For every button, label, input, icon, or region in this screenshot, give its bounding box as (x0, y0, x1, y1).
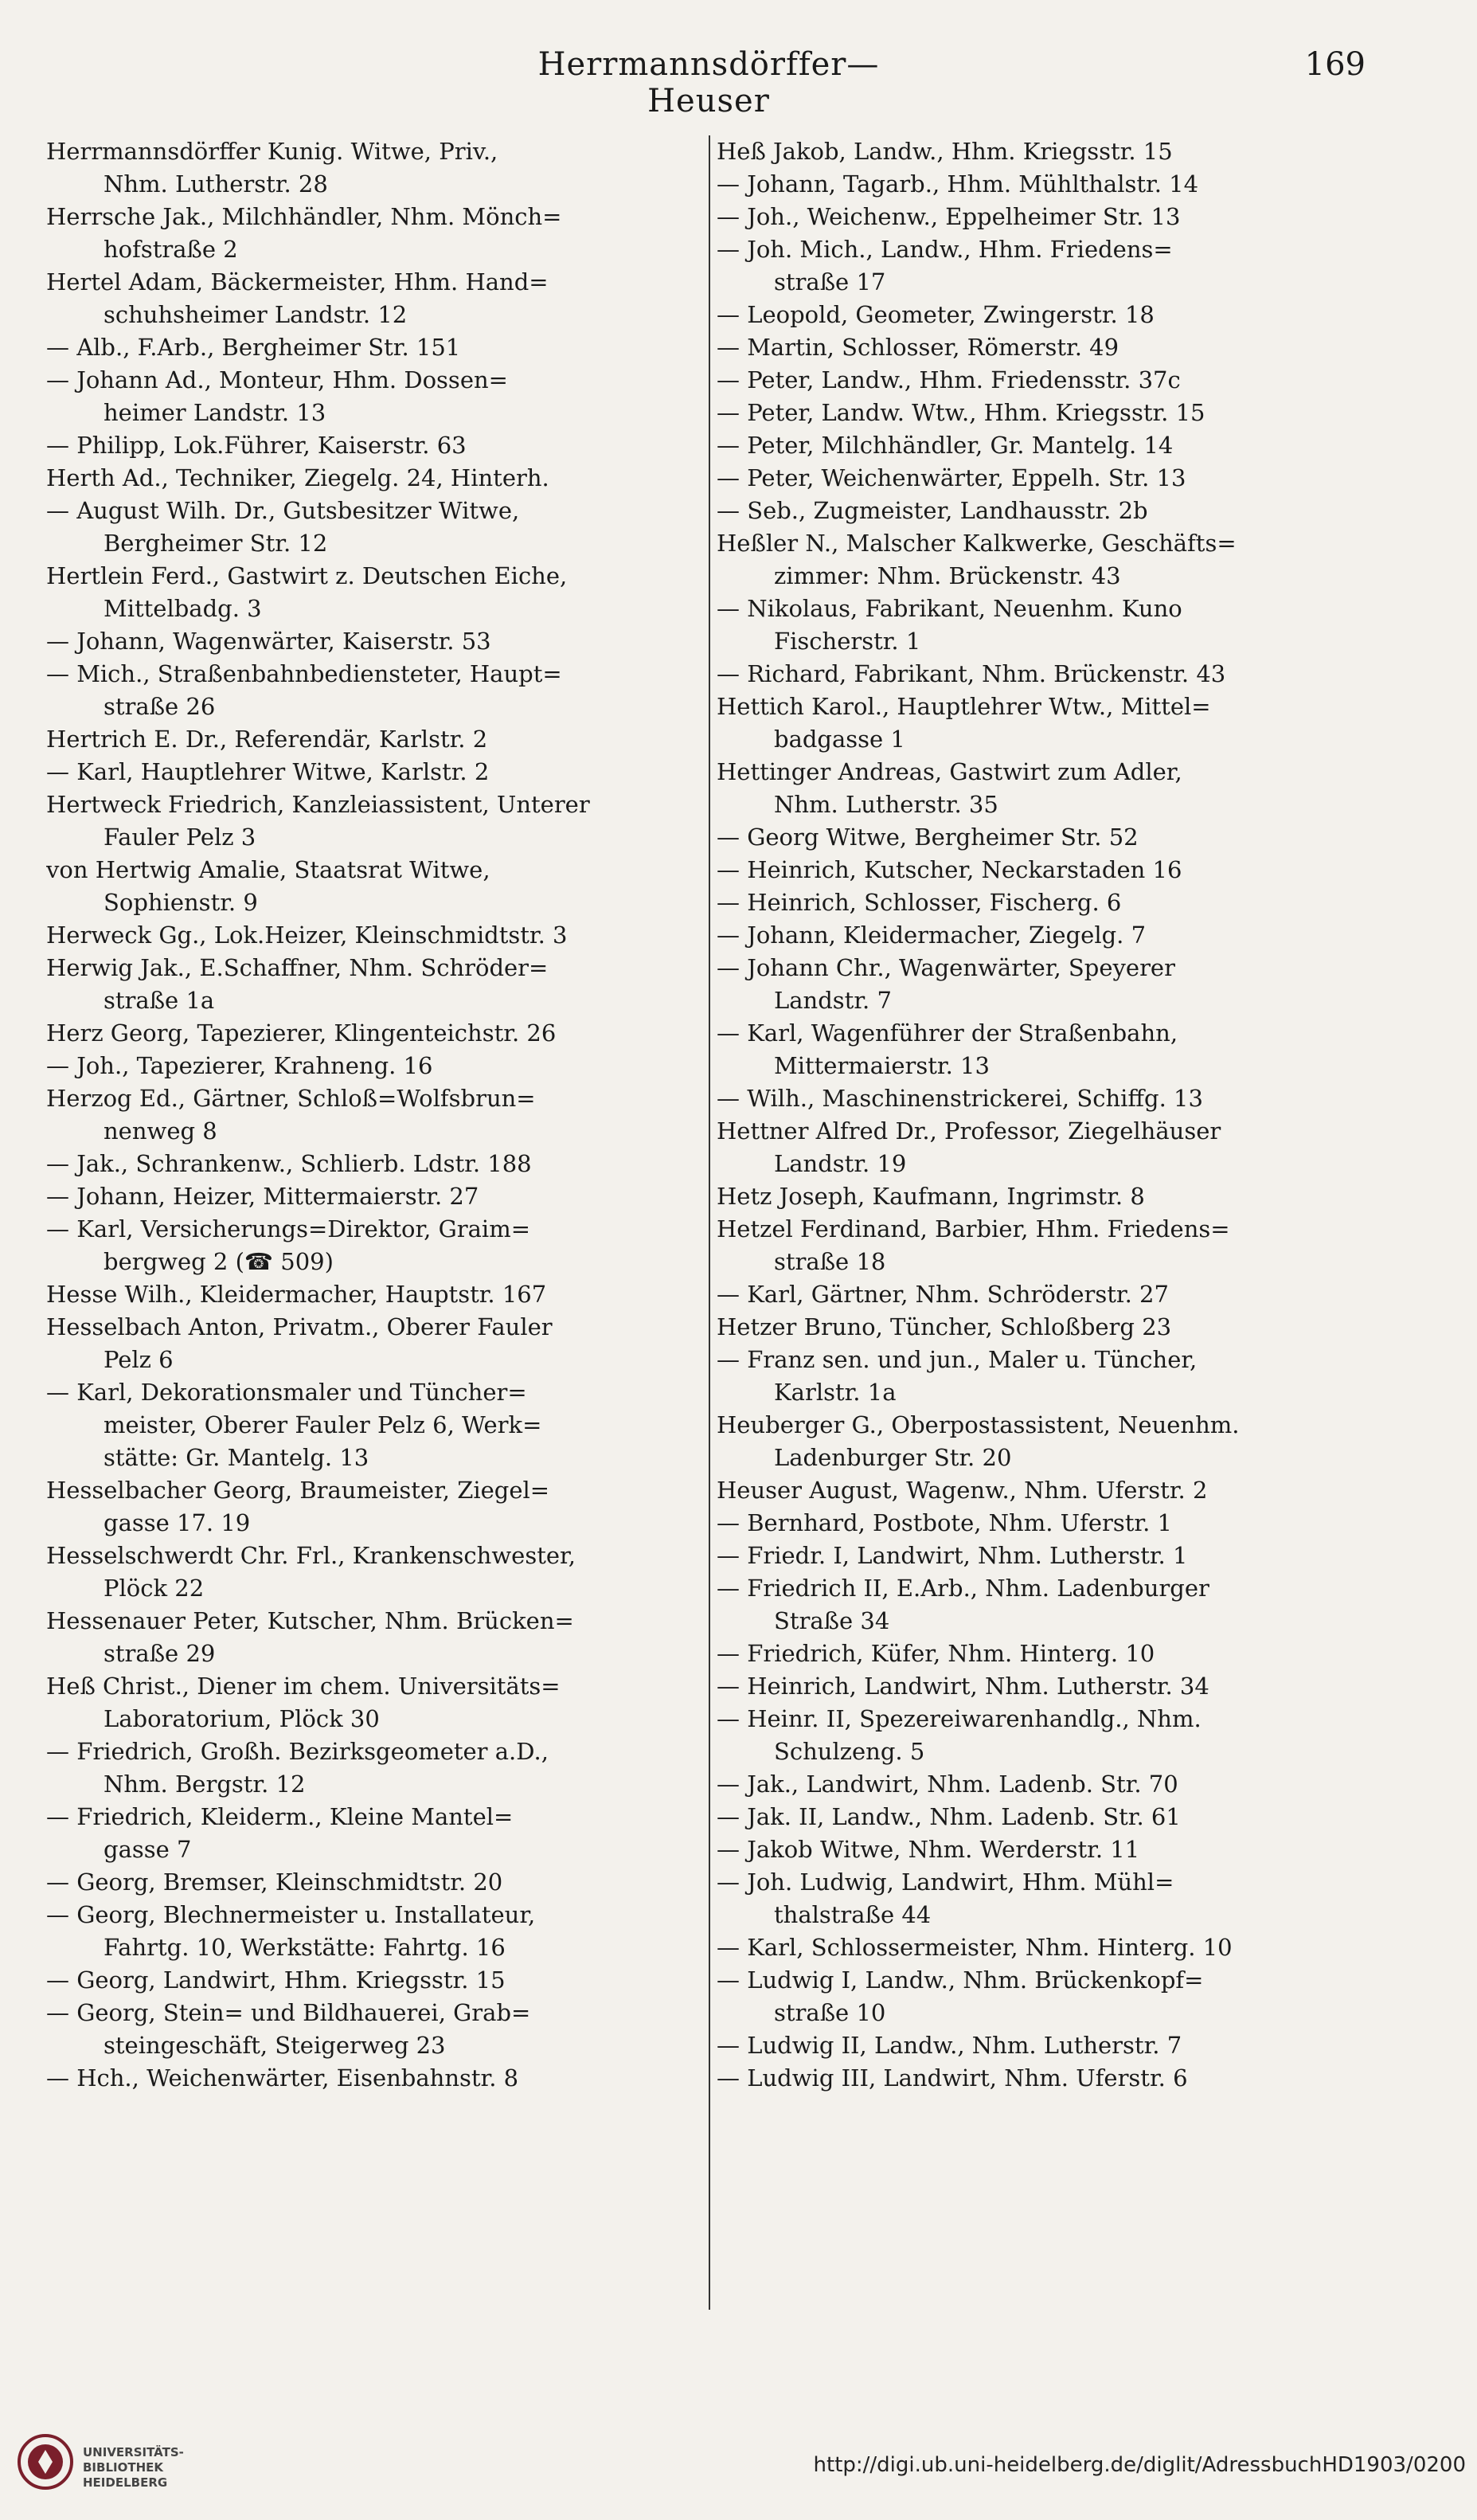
entry-line: — Martin, Schlosser, Römerstr. 49 (717, 334, 1119, 361)
entry-line: — Peter, Weichenwärter, Eppelh. Str. 13 (717, 464, 1186, 491)
directory-entry (717, 1768, 1368, 1801)
entry-line: — Ludwig III, Landwirt, Nhm. Uferstr. 6 (717, 2064, 1188, 2092)
entry-line: Hetzel Ferdinand, Barbier, Hhm. Friedens= (717, 1215, 1230, 1242)
directory-entry (46, 1474, 699, 1540)
entry-line: Herth Ad., Techniker, Ziegelg. 24, Hinterh. (46, 464, 549, 491)
entry-line: — Johann, Tagarb., Hhm. Mühlthalstr. 14 (717, 170, 1199, 198)
entry-continuation-line: straße 10 (774, 1999, 886, 2026)
directory-entry (46, 723, 699, 756)
directory-entry (717, 1670, 1368, 1703)
directory-entry (717, 1931, 1368, 1964)
entry-line: Herweck Gg., Lok.Heizer, Kleinschmidtstr. 3 (46, 922, 568, 949)
entry-line: — Karl, Gärtner, Nhm. Schröderstr. 27 (717, 1281, 1169, 1308)
directory-entry (46, 919, 699, 952)
entry-continuation-line: straße 17 (774, 268, 886, 295)
entry-line: Hettinger Andreas, Gastwirt zum Adler, (717, 758, 1182, 785)
entry-line: — Georg, Blechnermeister u. Installateur, (46, 1901, 536, 1928)
entry-line: Hertrich E. Dr., Referendär, Karlstr. 2 (46, 726, 488, 753)
directory-entry (46, 1899, 699, 1964)
directory-entry (46, 854, 699, 919)
entry-line: — Karl, Dekorationsmaler und Tüncher= (46, 1379, 527, 1406)
entry-line: — Richard, Fabrikant, Nhm. Brückenstr. 43 (717, 660, 1226, 687)
directory-entry (46, 658, 699, 723)
entry-line: Hertweck Friedrich, Kanzleiassistent, Unterer (46, 791, 590, 818)
entry-line: Herrsche Jak., Milchhändler, Nhm. Mönch= (46, 203, 562, 230)
page-number: 169 (1304, 46, 1366, 83)
directory-entry (46, 429, 699, 462)
entry-line: — Leopold, Geometer, Zwingerstr. 18 (717, 301, 1155, 328)
directory-entry (46, 788, 699, 854)
directory-entry (46, 1540, 699, 1605)
directory-entry (717, 1833, 1368, 1866)
entry-line: — Heinrich, Schlosser, Fischerg. 6 (717, 889, 1122, 916)
directory-entry (46, 1017, 699, 1050)
running-head: Herrmannsdörffer—Heuser (537, 46, 880, 119)
entry-continuation-line: straße 1a (104, 987, 215, 1014)
directory-entry (46, 1082, 699, 1148)
directory-entry (46, 952, 699, 1017)
left-column (46, 135, 699, 2095)
directory-entry (46, 1670, 699, 1735)
entry-line: — Philipp, Lok.Führer, Kaiserstr. 63 (46, 432, 467, 459)
entry-line: Hertel Adam, Bäckermeister, Hhm. Hand= (46, 268, 549, 295)
entry-line: Heßler N., Malscher Kalkwerke, Geschäfts= (717, 530, 1237, 557)
entry-continuation-line: Nhm. Lutherstr. 28 (104, 170, 328, 198)
entry-line: — Jak. II, Landw., Nhm. Ladenb. Str. 61 (717, 1803, 1181, 1830)
entry-line: — Hch., Weichenwärter, Eisenbahnstr. 8 (46, 2064, 519, 2092)
directory-entry (46, 2062, 699, 2095)
directory-entry (717, 364, 1368, 397)
directory-entry (46, 1278, 699, 1311)
entry-line: — Peter, Landw. Wtw., Hhm. Kriegsstr. 15 (717, 399, 1205, 426)
entry-line: Heß Christ., Diener im chem. Universitäts= (46, 1673, 561, 1700)
entry-line: — Joh., Weichenw., Eppelheimer Str. 13 (717, 203, 1181, 230)
entry-line: — Johann, Kleidermacher, Ziegelg. 7 (717, 922, 1147, 949)
entry-continuation-line: Bergheimer Str. 12 (104, 530, 328, 557)
entry-line: Heuser August, Wagenw., Nhm. Uferstr. 2 (717, 1477, 1208, 1504)
entry-line: — Friedrich, Großh. Bezirksgeometer a.D., (46, 1738, 549, 1765)
entry-continuation-line: Nhm. Bergstr. 12 (104, 1771, 306, 1798)
entry-line: Heß Jakob, Landw., Hhm. Kriegsstr. 15 (717, 138, 1173, 165)
directory-entry (717, 233, 1368, 299)
directory-columns (46, 135, 1368, 2310)
right-column (717, 135, 1368, 2095)
directory-entry (717, 593, 1368, 658)
entry-continuation-line: hofstraße 2 (104, 236, 238, 263)
entry-line: — Georg, Stein= und Bildhauerei, Grab= (46, 1999, 531, 2026)
directory-entry (717, 1311, 1368, 1344)
entry-continuation-line: straße 18 (774, 1248, 886, 1275)
entry-line: — Peter, Milchhändler, Gr. Mantelg. 14 (717, 432, 1174, 459)
directory-entry (717, 886, 1368, 919)
entry-line: — Joh. Ludwig, Landwirt, Hhm. Mühl= (717, 1868, 1174, 1896)
directory-entry (717, 1866, 1368, 1931)
entry-continuation-line: steingeschäft, Steigerweg 23 (104, 2032, 446, 2059)
entry-continuation-line: Straße 34 (774, 1607, 890, 1634)
entry-line: — Heinr. II, Spezereiwarenhandlg., Nhm. (717, 1705, 1202, 1732)
entry-line: Herwig Jak., E.Schaffner, Nhm. Schröder= (46, 954, 549, 981)
entry-line: von Hertwig Amalie, Staatsrat Witwe, (46, 856, 490, 883)
entry-line: — Karl, Versicherungs=Direktor, Graim= (46, 1215, 530, 1242)
directory-entry (717, 1409, 1368, 1474)
entry-line: — Karl, Wagenführer der Straßenbahn, (717, 1019, 1178, 1047)
directory-entry (717, 1801, 1368, 1833)
source-url-link[interactable]: http://digi.ub.uni-heidelberg.de/diglit/AdressbuchHD1903/0200 (813, 2453, 1466, 2477)
entry-line: — Karl, Schlossermeister, Nhm. Hinterg. 10 (717, 1934, 1233, 1961)
entry-continuation-line: straße 26 (104, 693, 216, 720)
library-logo-text: UNIVERSITÄTS- BIBLIOTHEK HEIDELBERG (83, 2445, 184, 2490)
university-seal-icon (16, 2432, 75, 2491)
directory-entry (717, 1017, 1368, 1082)
directory-entry (46, 495, 699, 560)
directory-entry (717, 854, 1368, 886)
entry-line: — Karl, Hauptlehrer Witwe, Karlstr. 2 (46, 758, 490, 785)
footer (0, 2421, 1477, 2520)
entry-continuation-line: thalstraße 44 (774, 1901, 932, 1928)
directory-entry (717, 331, 1368, 364)
directory-entry (717, 1082, 1368, 1115)
entry-continuation-line: nenweg 8 (104, 1117, 217, 1145)
entry-line: — Ludwig I, Landw., Nhm. Brückenkopf= (717, 1966, 1204, 1994)
directory-entry (717, 919, 1368, 952)
entry-line: — Friedrich, Kleiderm., Kleine Mantel= (46, 1803, 514, 1830)
directory-entry (717, 1703, 1368, 1768)
entry-continuation-line: Fischerstr. 1 (774, 628, 921, 655)
entry-continuation-line: stätte: Gr. Mantelg. 13 (104, 1444, 369, 1471)
entry-continuation-line: straße 29 (104, 1640, 216, 1667)
directory-entry (46, 1964, 699, 1997)
directory-entry (46, 1801, 699, 1866)
directory-entry (46, 1050, 699, 1082)
directory-entry (46, 625, 699, 658)
entry-line: Heuberger G., Oberpostassistent, Neuenhm. (717, 1411, 1240, 1438)
entry-line: Hessenauer Peter, Kutscher, Nhm. Brücken= (46, 1607, 574, 1634)
entry-continuation-line: Nhm. Lutherstr. 35 (774, 791, 998, 818)
entry-line: Herz Georg, Tapezierer, Klingenteichstr. 26 (46, 1019, 557, 1047)
directory-entry (717, 2062, 1368, 2095)
directory-entry (717, 1180, 1368, 1213)
directory-entry (717, 2029, 1368, 2062)
entry-continuation-line: Landstr. 19 (774, 1150, 907, 1177)
entry-line: Hettner Alfred Dr., Professor, Ziegelhäuser (717, 1117, 1221, 1145)
directory-entry (46, 756, 699, 788)
entry-line: — Friedrich II, E.Arb., Nhm. Ladenburger (717, 1575, 1209, 1602)
directory-entry (46, 1213, 699, 1278)
directory-entry (46, 1605, 699, 1670)
entry-continuation-line: heimer Landstr. 13 (104, 399, 326, 426)
directory-entry (717, 691, 1368, 756)
entry-line: — Bernhard, Postbote, Nhm. Uferstr. 1 (717, 1509, 1172, 1536)
directory-entry (717, 1540, 1368, 1572)
directory-entry (717, 1507, 1368, 1540)
entry-line: — Alb., F.Arb., Bergheimer Str. 151 (46, 334, 461, 361)
directory-entry (717, 495, 1368, 527)
entry-line: — Heinrich, Kutscher, Neckarstaden 16 (717, 856, 1182, 883)
directory-entry (46, 560, 699, 625)
entry-continuation-line: Sophienstr. 9 (104, 889, 258, 916)
directory-entry (46, 1866, 699, 1899)
entry-line: — Seb., Zugmeister, Landhausstr. 2b (717, 497, 1148, 524)
entry-continuation-line: schuhsheimer Landstr. 12 (104, 301, 408, 328)
directory-entry (717, 952, 1368, 1017)
entry-continuation-line: gasse 7 (104, 1836, 192, 1863)
directory-entry (717, 658, 1368, 691)
directory-entry (717, 201, 1368, 233)
entry-line: Hetz Joseph, Kaufmann, Ingrimstr. 8 (717, 1183, 1145, 1210)
directory-entry (717, 821, 1368, 854)
entry-line: Hettich Karol., Hauptlehrer Wtw., Mittel= (717, 693, 1211, 720)
directory-entry (46, 1180, 699, 1213)
entry-continuation-line: zimmer: Nhm. Brückenstr. 43 (774, 562, 1121, 589)
directory-entry (717, 1115, 1368, 1180)
directory-entry (717, 1344, 1368, 1409)
directory-entry (46, 1735, 699, 1801)
directory-entry (717, 1638, 1368, 1670)
entry-line: — Friedrich, Küfer, Nhm. Hinterg. 10 (717, 1640, 1155, 1667)
directory-entry (46, 1376, 699, 1474)
entry-line: — Franz sen. und jun., Maler u. Tüncher, (717, 1346, 1198, 1373)
entry-continuation-line: Laboratorium, Plöck 30 (104, 1705, 380, 1732)
entry-line: — Jak., Landwirt, Nhm. Ladenb. Str. 70 (717, 1771, 1178, 1798)
entry-line: Herrmannsdörffer Kunig. Witwe, Priv., (46, 138, 498, 165)
entry-line: — Heinrich, Landwirt, Nhm. Lutherstr. 34 (717, 1673, 1209, 1700)
entry-line: — Friedr. I, Landwirt, Nhm. Lutherstr. 1 (717, 1542, 1188, 1569)
directory-entry (46, 462, 699, 495)
entry-continuation-line: badgasse 1 (774, 726, 905, 753)
directory-entry (717, 135, 1368, 168)
entry-continuation-line: gasse 17. 19 (104, 1509, 251, 1536)
entry-line: — Johann, Heizer, Mittermaierstr. 27 (46, 1183, 479, 1210)
directory-entry (46, 1997, 699, 2062)
entry-line: — Georg, Bremser, Kleinschmidtstr. 20 (46, 1868, 503, 1896)
directory-entry (717, 527, 1368, 593)
entry-line: — Ludwig II, Landw., Nhm. Lutherstr. 7 (717, 2032, 1182, 2059)
entry-line: — Johann Ad., Monteur, Hhm. Dossen= (46, 366, 508, 393)
entry-line: — Joh. Mich., Landw., Hhm. Friedens= (717, 236, 1173, 263)
entry-line: Hesselbacher Georg, Braumeister, Ziegel= (46, 1477, 550, 1504)
entry-line: — Peter, Landw., Hhm. Friedensstr. 37c (717, 366, 1181, 393)
directory-entry (46, 266, 699, 331)
entry-continuation-line: Landstr. 7 (774, 987, 892, 1014)
entry-continuation-line: bergweg 2 (☎ 509) (104, 1248, 334, 1275)
entry-continuation-line: Mittelbadg. 3 (104, 595, 262, 622)
entry-continuation-line: Ladenburger Str. 20 (774, 1444, 1012, 1471)
entry-line: — Jakob Witwe, Nhm. Werderstr. 11 (717, 1836, 1140, 1863)
entry-line: Hertlein Ferd., Gastwirt z. Deutschen Eiche, (46, 562, 568, 589)
directory-entry (717, 1278, 1368, 1311)
entry-line: — August Wilh. Dr., Gutsbesitzer Witwe, (46, 497, 520, 524)
entry-line: — Mich., Straßenbahnbediensteter, Haupt= (46, 660, 562, 687)
directory-entry (46, 1311, 699, 1376)
entry-line: — Johann, Wagenwärter, Kaiserstr. 53 (46, 628, 491, 655)
entry-line: Hesselschwerdt Chr. Frl., Krankenschwester, (46, 1542, 576, 1569)
directory-entry (717, 397, 1368, 429)
entry-continuation-line: Schulzeng. 5 (774, 1738, 925, 1765)
directory-entry (46, 1148, 699, 1180)
directory-entry (717, 1213, 1368, 1278)
entry-line: Hetzer Bruno, Tüncher, Schloßberg 23 (717, 1313, 1172, 1340)
entry-continuation-line: meister, Oberer Fauler Pelz 6, Werk= (104, 1411, 542, 1438)
entry-line: — Johann Chr., Wagenwärter, Speyerer (717, 954, 1175, 981)
entry-line: Herzog Ed., Gärtner, Schloß=Wolfsbrun= (46, 1085, 536, 1112)
directory-entry (46, 135, 699, 201)
directory-entry (46, 364, 699, 429)
directory-entry (717, 299, 1368, 331)
entry-continuation-line: Mittermaierstr. 13 (774, 1052, 990, 1079)
directory-entry (717, 462, 1368, 495)
entry-line: — Jak., Schrankenw., Schlierb. Ldstr. 188 (46, 1150, 532, 1177)
entry-line: — Nikolaus, Fabrikant, Neuenhm. Kuno (717, 595, 1182, 622)
entry-continuation-line: Fauler Pelz 3 (104, 824, 256, 851)
entry-line: — Georg Witwe, Bergheimer Str. 52 (717, 824, 1139, 851)
entry-line: Hesselbach Anton, Privatm., Oberer Fauler (46, 1313, 553, 1340)
entry-continuation-line: Plöck 22 (104, 1575, 205, 1602)
directory-entry (717, 756, 1368, 821)
directory-entry (46, 331, 699, 364)
entry-continuation-line: Pelz 6 (104, 1346, 174, 1373)
entry-line: — Joh., Tapezierer, Krahneng. 16 (46, 1052, 433, 1079)
entry-line: — Georg, Landwirt, Hhm. Kriegsstr. 15 (46, 1966, 506, 1994)
column-divider (709, 135, 710, 2310)
entry-continuation-line: Fahrtg. 10, Werkstätte: Fahrtg. 16 (104, 1934, 506, 1961)
entry-line: — Wilh., Maschinenstrickerei, Schiffg. 13 (717, 1085, 1203, 1112)
entry-continuation-line: Karlstr. 1a (774, 1379, 897, 1406)
directory-entry (717, 1572, 1368, 1638)
directory-entry (717, 1964, 1368, 2029)
entry-line: Hesse Wilh., Kleidermacher, Hauptstr. 167 (46, 1281, 547, 1308)
directory-entry (46, 201, 699, 266)
directory-entry (717, 429, 1368, 462)
directory-entry (717, 168, 1368, 201)
directory-entry (717, 1474, 1368, 1507)
